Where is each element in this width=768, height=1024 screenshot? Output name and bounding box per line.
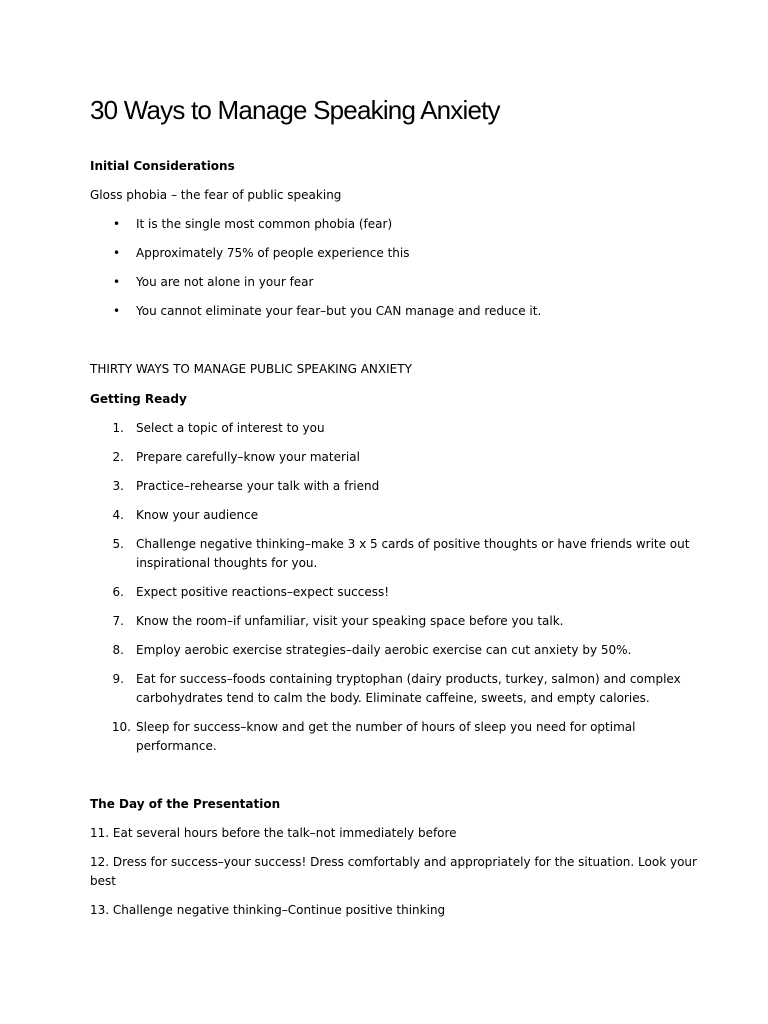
item-number: 2. <box>112 450 124 464</box>
item-number: 5. <box>112 537 124 551</box>
main-heading: THIRTY WAYS TO MANAGE PUBLIC SPEAKING ANXIETY <box>90 362 412 376</box>
item-text: 11. Eat several hours before the talk–not immediately before <box>90 826 457 840</box>
item-text: Eat for success–foods containing tryptophan (dairy products, turkey, salmon) and complex <box>136 672 681 686</box>
item-text: Know your audience <box>136 508 259 522</box>
item-text: Expect positive reactions–expect success! <box>136 585 390 599</box>
item-number: 8. <box>112 643 124 657</box>
item-number: 7. <box>112 614 124 628</box>
subheading-getting-ready: Getting Ready <box>90 392 187 406</box>
bullet-dot: • <box>113 304 121 318</box>
item-text: 12. Dress for success–your success! Dress comfortably and appropriately for the situation. Look your <box>90 855 697 869</box>
intro-line: Gloss phobia – the fear of public speaking <box>90 188 342 202</box>
bullet-dot: • <box>113 275 121 289</box>
item-number: 1. <box>112 421 124 435</box>
subheading-day-of: The Day of the Presentation <box>90 797 281 811</box>
item-text-continued: performance. <box>136 739 217 753</box>
item-number: 6. <box>112 585 124 599</box>
item-number: 10. <box>111 720 131 734</box>
bullet-dot: • <box>113 217 121 231</box>
item-text-continued: inspirational thoughts for you. <box>136 556 318 570</box>
item-number: 4. <box>112 508 124 522</box>
bullet-text: You cannot eliminate your fear–but you CAN manage and reduce it. <box>136 304 542 318</box>
item-text: Select a topic of interest to you <box>136 421 325 435</box>
item-text: Sleep for success–know and get the number of hours of sleep you need for optimal <box>136 720 636 734</box>
item-text: 13. Challenge negative thinking–Continue positive thinking <box>90 903 446 917</box>
bullet-text: You are not alone in your fear <box>136 275 314 289</box>
item-text: Challenge negative thinking–make 3 x 5 cards of positive thoughts or have friends write out <box>136 537 690 551</box>
item-number: 3. <box>112 479 124 493</box>
item-text: Employ aerobic exercise strategies–daily aerobic exercise can cut anxiety by 50%. <box>136 643 632 657</box>
bullet-text: It is the single most common phobia (fear) <box>136 217 393 231</box>
item-text: Prepare carefully–know your material <box>136 450 360 464</box>
item-text-continued: carbohydrates tend to calm the body. Eliminate caffeine, sweets, and empty calories. <box>136 691 650 705</box>
item-number: 9. <box>112 672 124 686</box>
bullet-text: Approximately 75% of people experience this <box>136 246 410 260</box>
item-text: Practice–rehearse your talk with a friend <box>136 479 380 493</box>
section-heading-initial: Initial Considerations <box>90 159 235 173</box>
bullet-dot: • <box>113 246 121 260</box>
item-text-continued: best <box>90 874 116 888</box>
item-text: Know the room–if unfamiliar, visit your speaking space before you talk. <box>136 614 564 628</box>
document-title: 30 Ways to Manage Speaking Anxiety <box>90 95 500 125</box>
